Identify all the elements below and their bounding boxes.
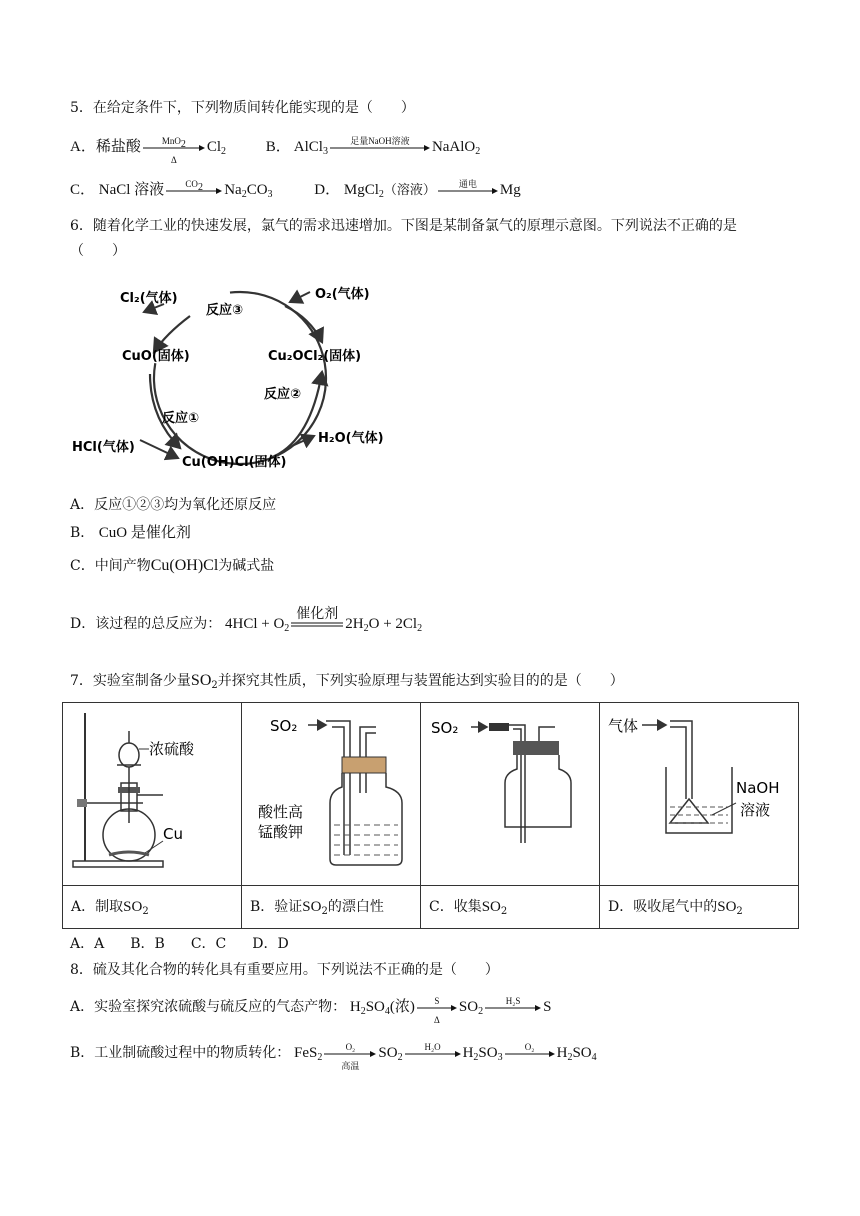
q7-pic-a	[63, 703, 241, 885]
q5-stem: 5．在给定条件下，下列物质间转化能实现的是（ ）	[70, 100, 415, 116]
q5-option-a: A．稀盐酸 MnO$_2$ Δ $Cl_2$	[70, 135, 227, 165]
q7-pic-c	[421, 703, 599, 885]
q7-pic-d	[600, 703, 778, 885]
q8-option-a: A．实验室探究浓硫酸与硫反应的气态产物： $H_2SO_4$(浓) S Δ $SO_2$ H₂S S	[70, 995, 552, 1025]
q7-apparatus-table	[62, 702, 799, 929]
q6-stem-line1: 6．随着化学工业的快速发展，氯气的需求迅速增加。下图是某制备氯气的原理示意图。下列说法不正确的是	[70, 218, 737, 234]
q5-row2	[70, 180, 521, 205]
q7-caption-b: B．验证$SO_2$的漂白性	[250, 899, 384, 917]
q6-reaction3-label: 反应③	[206, 303, 244, 318]
svg-text:Cu: Cu	[163, 825, 183, 843]
q6-option-a: A．反应①②③均为氧化还原反应	[70, 497, 277, 513]
svg-text:气体: 气体	[608, 717, 639, 735]
q6-cuohcl-label: Cu(OH)Cl(固体)	[182, 455, 287, 470]
q6-cl2-label: Cl₂(气体)	[120, 291, 178, 306]
svg-text:锰酸钾: 锰酸钾	[258, 823, 304, 841]
svg-text:酸性高: 酸性高	[258, 803, 304, 821]
svg-text:SO₂: SO₂	[270, 717, 298, 735]
q6-option-d: D．该过程的总反应为： $4HCl + O_2$ 催化剂 $2H_2O + 2Cl_2$	[70, 605, 423, 634]
svg-text:NaOH: NaOH	[736, 779, 780, 797]
svg-text:浓硫酸: 浓硫酸	[149, 740, 195, 758]
q6-cu2ocl2-label: Cu₂OCl₂(固体)	[268, 349, 362, 364]
q5-row1	[70, 135, 481, 165]
q6-cycle-diagram	[70, 278, 400, 478]
svg-text:溶液: 溶液	[740, 801, 771, 819]
q6-h2o-label: H₂O(气体)	[318, 431, 384, 446]
q6-reaction2-label: 反应②	[264, 387, 302, 402]
q6-o2-label: O₂(气体)	[315, 287, 370, 302]
q7-caption-c: C．收集$SO_2$	[429, 899, 508, 917]
q7-pic-b	[242, 703, 420, 885]
q6-option-c: C．中间产物Cu(OH)Cl为碱式盐	[70, 557, 275, 574]
q5-option-b: B． AlCl$_3$ 足量NaOH溶液 NaAlO$_2$	[265, 135, 481, 157]
q6-reaction1-label: 反应①	[162, 411, 200, 426]
q7-choices: A．A B．B C．C D．D	[70, 936, 289, 952]
q6-hcl-label: HCl(气体)	[72, 440, 135, 455]
q6-option-b: B． CuO 是催化剂	[70, 525, 191, 541]
q7-caption-d: D．吸收尾气中的$SO_2$	[608, 899, 743, 917]
q7-caption-a: A．制取$SO_2$	[71, 899, 149, 917]
q8-stem: 8．硫及其化合物的转化具有重要应用。下列说法不正确的是（ ）	[70, 962, 499, 978]
q7-stem: 7．实验室制备少量$SO_2$并探究其性质，下列实验原理与装置能达到实验目的的是（ ）	[70, 672, 624, 691]
q6-cuo-label: CuO(固体)	[122, 349, 190, 364]
q6-stem-line2: （ ）	[70, 243, 126, 259]
q5-option-c: C． NaCl 溶液 $CO_2$ $Na_2CO_3$	[70, 178, 273, 200]
q8-option-b: B．工业制硫酸过程中的物质转化： FeS$_2$ O₂ 高温 $SO_2$ H₂O $H_2SO_3$ O₂ $H_2SO_4$	[70, 1041, 597, 1071]
q5-option-d: D． MgCl$_2$（溶液） 通电 Mg	[314, 178, 521, 200]
svg-text:SO₂: SO₂	[431, 719, 459, 737]
